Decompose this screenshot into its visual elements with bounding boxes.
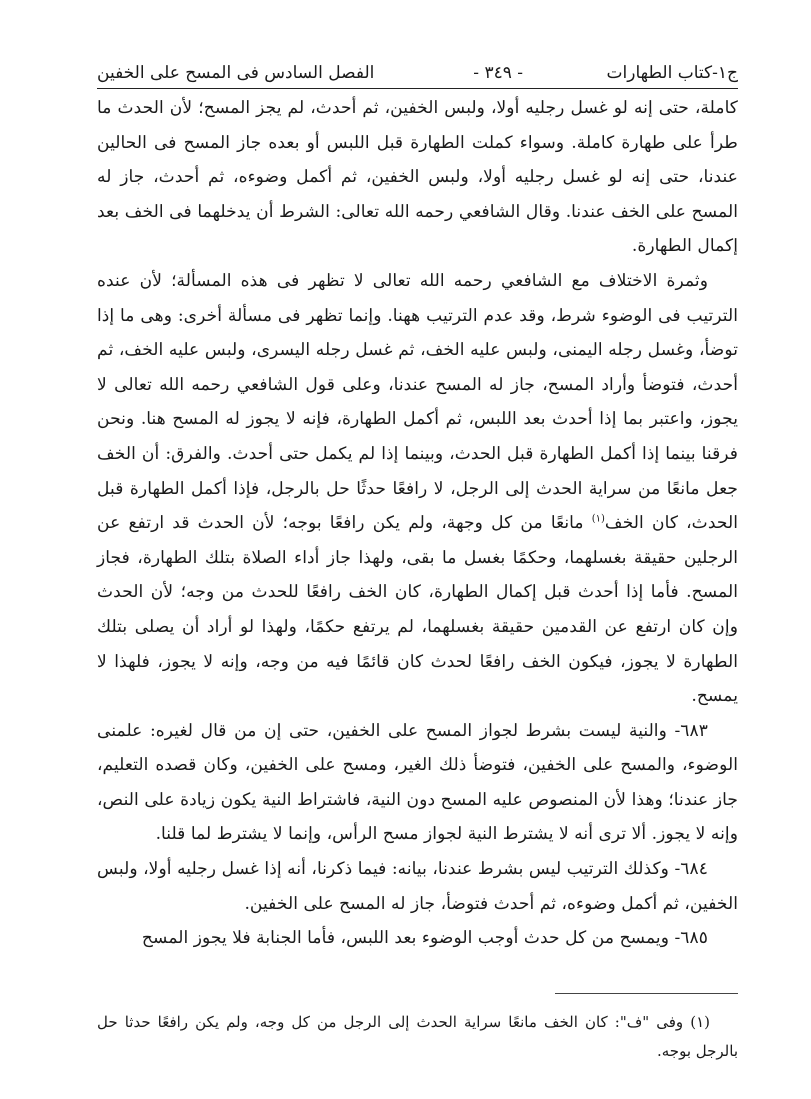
body-text bbox=[97, 91, 738, 956]
paragraph-text: وثمرة الاختلاف مع الشافعي رحمه الله تعالى لا تظهر فى هذه المسألة؛ لأن عنده الترتيب فى الوضوء شرط، وقد عدم الترتيب ههنا. وإنما تظهر فى مسألة أخرى: وهى ما إذا توضأ، وغسل رجله اليمنى، ولبس عليه الخف، ثم غسل رجله اليسرى، ولبس عليه الخف، ثم أحدث، فتوضأ وأراد المسح، جاز له المسح عندنا، وعلى قول الشافعي رحمه الله تعالى لا يجوز، واعتبر بما إذا أحدث بعد اللبس، ثم أكمل الطهارة، فإنه لا يجوز له المسح هنا. ونحن فرقنا بينما إذا أكمل الطهارة قبل الحدث، وبينما إذا لم يكمل حتى أحدث. والفرق: أن الخف جعل مانعًا من سراية الحدث إلى الرجل، لا رافعًا حدثًا حل بالرجل، فإذا أكمل الطهارة قبل الحدث، كان الخف bbox=[97, 270, 738, 534]
footnote-reference[interactable]: (١) bbox=[591, 513, 605, 525]
paragraph: ٦٨٥- ويمسح من كل حدث أوجب الوضوء بعد اللبس، فأما الجنابة فلا يجوز المسح bbox=[141, 928, 708, 949]
paragraph: ٦٨٣- والنية ليست بشرط لجواز المسح على الخفين، حتى إن من قال لغيره: علمنى الوضوء، والمسح على الخفين، فتوضأ ذلك الغير، ومسح على الخفين، وكان قصده التعليم، جاز عندنا؛ وهذا لأن المنصوص عليه المسح دون النية، فاشتراط النية يكون زيادة على النص، وإنه لا يجوز. ألا ترى أنه لا يشترط النية لجواز مسح الرأس، وإنما لا يشترط لما قلنا. bbox=[97, 720, 738, 845]
paragraph bbox=[97, 264, 738, 714]
paragraph: ٦٨٤- وكذلك الترتيب ليس بشرط عندنا، بيانه: فيما ذكرنا، أنه إذا غسل رجليه أولا، ولبس الخفين، ثم أكمل وضوءه، ثم أحدث فتوضأ، جاز له المسح على الخفين. bbox=[97, 859, 738, 914]
footnote: (١) وفى "ف": كان الخف مانعًا سراية الحدث إلى الرجل من كل وجه، ولم يكن رافعًا حدثا حل بالرجل بوجه. bbox=[97, 1013, 738, 1060]
running-header bbox=[97, 60, 738, 89]
paragraph: كاملة، حتى إنه لو غسل رجليه أولا، ولبس الخفين، ثم أحدث، لم يجز المسح؛ لأن الحدث ما طرأ على طهارة كاملة. وسواء كملت الطهارة قبل اللبس أو بعده جاز المسح فى الحالين عندنا، حتى إنه لو غسل رجليه أولا، ولبس الخفين، ثم أكمل وضوءه، ثم أحدث، جاز له المسح على الخف عندنا. وقال الشافعي رحمه الله تعالى: الشرط أن يدخلهما فى الخف بعد إكمال الطهارة. bbox=[97, 98, 738, 257]
book-title: ج١-كتاب الطهارات bbox=[606, 63, 738, 83]
paragraph-text: مانعًا من كل وجهة، ولم يكن رافعًا بوجه؛ لأن الحدث قد ارتفع عن الرجلين حقيقة بغسلهما، وحكمًا بغسل ما بقى، ولهذا جاز أداء الصلاة بتلك الطهارة، فجاز المسح. فأما إذا أحدث قبل إكمال الطهارة، كان الخف رافعًا للحدث من وجه؛ لأن الحدث وإن كان ارتفع عن القدمين حقيقة بغسلهما، لم يرتفع حكمًا، ولهذا لو أراد أن يصلى بتلك الطهارة لا يجوز، فيكون الخف رافعًا لحدث كان قائمًا فيه من وجه، وإنه لا يجوز، فلهذا لا يمسح. bbox=[97, 513, 738, 707]
chapter-title: الفصل السادس فى المسح على الخفين bbox=[97, 63, 375, 83]
footnote-separator bbox=[555, 993, 738, 994]
page-number: - ٣٤٩ - bbox=[473, 63, 523, 83]
